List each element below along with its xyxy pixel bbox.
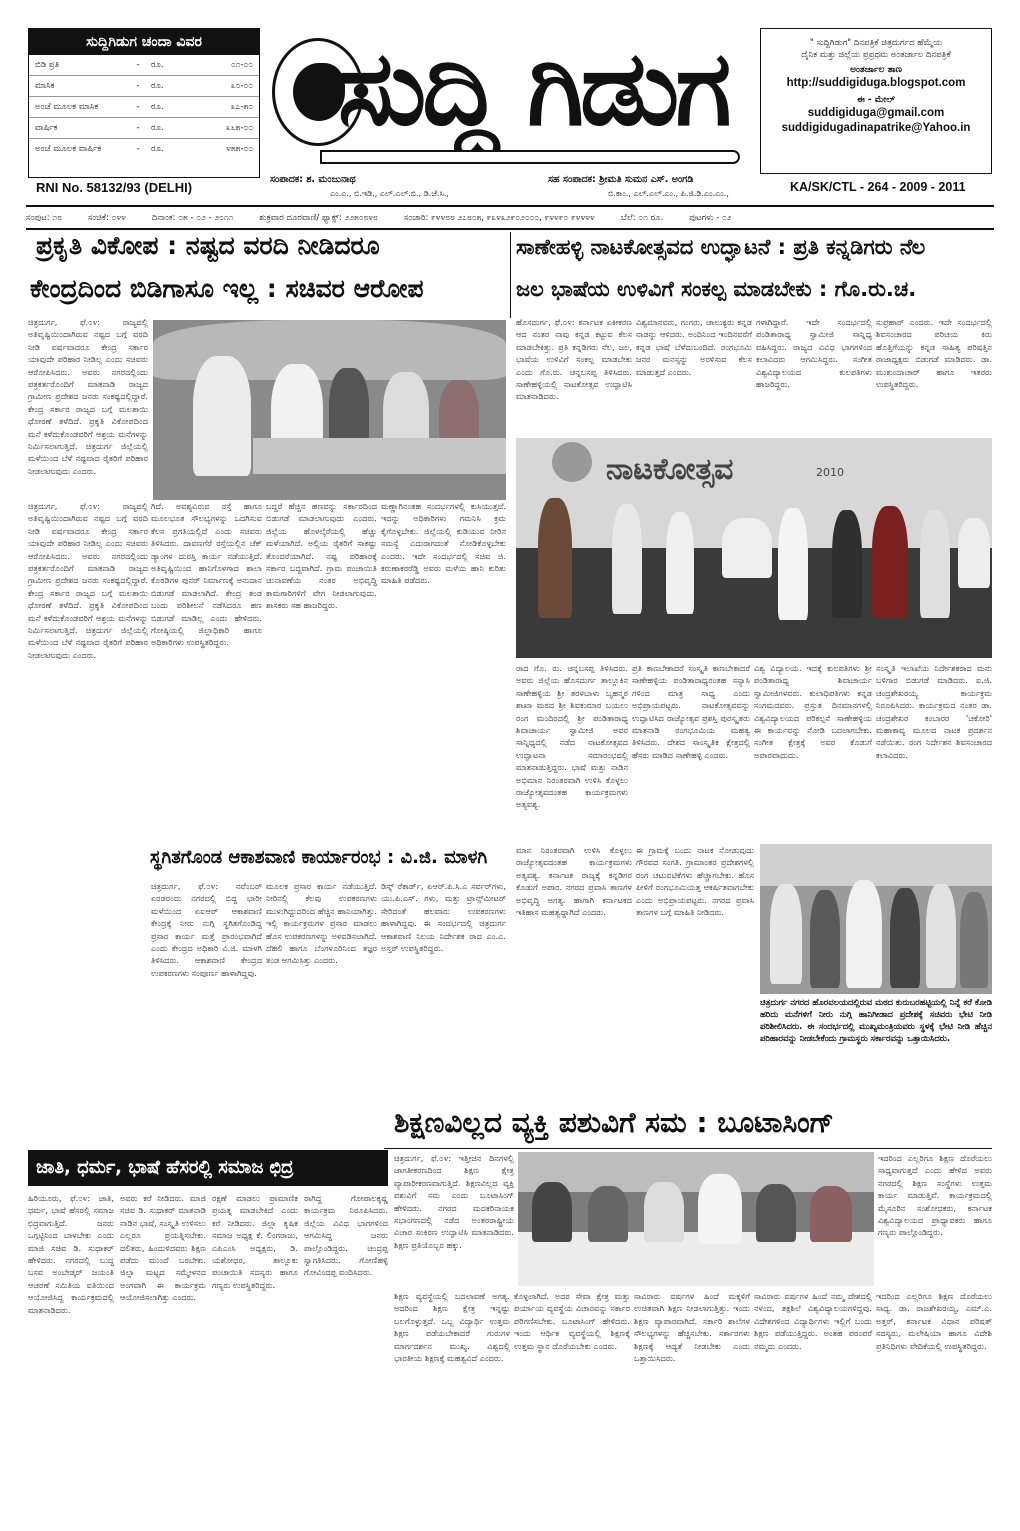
- divider: [26, 228, 994, 230]
- volume: ಸಂಪುಟ: ೧೮: [26, 213, 62, 223]
- article-1-column-3: ಬದ್ದರೆ ಹೆಚ್ಚಿನ ಹಣವನ್ನು ಸರ್ಕಾರದಿಂದ ಬಿಡುಗಡೆ ಮಾಡಲಾಗುವುದು ಎಂದರು. ಜಿಲ್ಲೆಯ ಹೊಳಲ್ಕೆರೆಯಲ್ಲಿ ಹೆಚ್ಚು ಮಳೆಯಾಗಿದೆ. ಅಲ್ಲಿಯ ರೈತರಿಗೆ ಸಾಕಷ್ಟು ತೊಂದರೆಯಾಗಿದೆ. ನಷ್ಟ ಪರಿಹಾರಕ್ಕೆ ಸರ್ಕಾರ ಬದ್ಧವಾಗಿದೆ. ಗ್ರಾಮ ಪಂಚಾಯಿತಿ ಚುನಾವಣೆಯ ನಂತರ ಅಭಿವೃದ್ಧಿ ಕಾಮಗಾರಿಗಳಿಗೆ ವೇಗ ನೀಡಲಾಗುವುದು. ಶಾಸಕರು ಸಹ ಹಾಜರಿದ್ದರು.: [266, 501, 377, 611]
- subscription-row: ಮಾಸಿಕ - ರೂ. ೩೦-೦೦: [29, 76, 259, 97]
- subscription-box: [28, 28, 260, 178]
- article-3-column-4: ಮಾನ ನಿರಂತರವಾಗಿ ಉಳಿಸಿ ಕೊಳ್ಳಲು ರಾಜ್ಯೋತ್ಸವದಂತಹ ಕಾರ್ಯಕ್ರಮಗಳು ಅತ್ಯವಶ್ಯ. ಕರ್ನಾಟಕ ರಾಜ್ಯಕ್ಕೆ ಕನ್ನಡಿಗರ ಕೊಡುಗೆ ಅಪಾರ. ನಗರದ ಪ್ರವಾಸಿ ತಾಣಗಳ ಅಭಿವೃದ್ಧಿ ಅಗತ್ಯ. ಹಾಗಾಗಿ ಕರ್ನಾಟಕದ ಇತಿಹಾಸ ಮಹತ್ವದ್ದಾಗಿದೆ ಎಂದರು.: [516, 845, 632, 918]
- article-4-column-3: ಸಾವಿರಾರು ವರ್ಷಗಳ ಹಿಂದೆ ನಮ್ಮ ದೇಶದಲ್ಲಿ ನಳಂದ, ತಕ್ಷಶಿಲೆ ವಿಶ್ವವಿದ್ಯಾಲಯಗಳಿದ್ದವು. ವಿದೇಶಗಳಿಂದ ವಿದ್ಯಾರ್ಥಿಗಳು ಇಲ್ಲಿಗೆ ಬಂದು ಶಿಕ್ಷಣ ಪಡೆಯುತ್ತಿದ್ದರು. ಅಂತಹ ಪರಂಪರೆ ನಮ್ಮದು ಎಂದರು.: [754, 1291, 872, 1351]
- article-5-column-1: ಹಿರಿಯೂರು, ಫೆ.೦೪: ಜಾತಿ, ಧರ್ಮ, ಭಾಷೆ ಹೆಸರಲ್ಲಿ ಸಮಾಜ ಛಿದ್ರವಾಗುತ್ತಿದೆ. ಜನರು ಒಗ್ಗಟ್ಟಿನಿಂದ ಬಾಳಬೇಕು ಎಂದು ಮಾಜಿ ಸಚಿವ ಡಿ. ಸುಧಾಕರ್ ಹೇಳಿದರು. ನಗರದಲ್ಲಿ ಬುದ್ಧ ಬಸವ ಅಂಬೇಡ್ಕರ್ ಜಯಂತಿ ಆಚರಣೆ ಸಮಿತಿಯ ವತಿಯಿಂದ ಆಯೋಜಿಸಿದ್ದ ಕಾರ್ಯಕ್ರಮದಲ್ಲಿ ಮಾತನಾಡಿದರು.: [28, 1193, 114, 1315]
- coeditor-name: ಸಹ ಸಂಪಾದಕ: ಶ್ರೀಮತಿ ಸುಮನ ಎಸ್. ಅಂಗಡಿ: [548, 174, 694, 185]
- article-5-column-3: ರಕ್ಷಣೆ ಮಾಡಲು ಪ್ರಾಮಾಣಿಕ ಪ್ರಯತ್ನ ಮಾಡಬೇಕಿದೆ ಎಂದು ಕರೆ ನೀಡಿದರು. ಜಿಲ್ಲಾ ಕೃಷಿಕ ಸಮಾಜ ಅಧ್ಯಕ್ಷ ಕೆ. ಲಿಂಗರಾಜು, ಎಪಿಎಂಸಿ ಅಧ್ಯಕ್ಷರು, ಡಿ. ಯಶೋಧರ, ತಾಲ್ಲೂಕು ಪಂಚಾಯಿತಿ ಸದಸ್ಯರು ಹಾಗೂ ಗಣ್ಯರು ಉಪಸ್ಥಿತರಿದ್ದರು.: [212, 1193, 298, 1290]
- mobile: ಸಂಚಾರಿ: ೯೪೪೮೮ ೨೭೮೦೫, ೯೩೪೩೨೯೦೨೦೦೦, ೯೪೪೯೦ ೯೪೪೪೪: [403, 213, 595, 223]
- article-4-lower-column-1: ಶಿಕ್ಷಣ ವ್ಯವಸ್ಥೆಯಲ್ಲಿ ಬದಲಾವಣೆ ಅಗತ್ಯ. ಅದರಿಂದ ಶಿಕ್ಷಣ ಕ್ಷೇತ್ರ ಇನ್ನಷ್ಟು ಬಲಗೊಳ್ಳುತ್ತದೆ. ಒಬ್ಬ ವಿದ್ಯಾರ್ಥಿ ಉತ್ತಮ ಶಿಕ್ಷಣ ಪಡೆಯಬೇಕಾದರೆ ಗುರುಗಳ ಮಾರ್ಗದರ್ಶನ ಮುಖ್ಯ. ವಿಶ್ವದಲ್ಲಿ ಭಾರತೀಯ ಶಿಕ್ಷಣಕ್ಕೆ ಮಹತ್ವವಿದೆ ಎಂದರು.: [394, 1291, 510, 1364]
- photo-press-meet: [153, 320, 506, 500]
- photo-banner-text: ನಾಟಕೋತ್ಸವ: [606, 452, 734, 487]
- headline-3: ಸ್ಥಗಿತಗೊಂಡ ಆಕಾಶವಾಣಿ ಕಾರ್ಯಾರಂಭ : ವಿ.ಜಿ. ಮಾಳಗಿ: [150, 847, 488, 868]
- article-5-column-2: ಅವರು ಕರೆ ನೀಡಿದರು. ಮಾಜಿ ಸಚಿವ ಡಿ. ಸುಧಾಕರ್ ಮಾತನಾಡಿ ನಾಡಿನ ಭಾಷೆ, ಸಂಸ್ಕೃತಿ ಉಳಿಸಲು ಎಲ್ಲರೂ ಪ್ರಯತ್ನಿಸಬೇಕು. ದಲಿತರು, ಹಿಂದುಳಿದವರು ಶಿಕ್ಷಣ ಪಡೆದು ಮುಂದೆ ಬರಬೇಕು. ಜಿಲ್ಲಾ ಮಟ್ಟದ ಸಮ್ಮೇಳನದ ಅಂಗವಾಗಿ ಈ ಕಾರ್ಯಕ್ರಮ ಆಯೋಜಿಸಲಾಗಿತ್ತು ಎಂದರು.: [120, 1193, 206, 1303]
- article-2-column-1: ಹೊಸದುರ್ಗ, ಫೆ.೦೪: ಕರ್ನಾಟಕ ಏಕೀಕರಣ ಆದ ನಂತರ ನಾವು ಕನ್ನಡ ಕಟ್ಟುವ ಕೆಲಸ ಮಾಡಬೇಕಿತ್ತು. ಪ್ರತಿ ಕನ್ನಡಿಗರು ನೆಲ, ಜಲ, ಭಾಷೆಯ ಉಳಿವಿಗೆ ಸಂಕಲ್ಪ ಮಾಡಬೇಕು ಎಂದು ಗೊ.ರು. ಚನ್ನಬಸಪ್ಪ ತಿಳಿಸಿದರು. ಸಾಣೇಹಳ್ಳಿಯಲ್ಲಿ ನಾಟಕೋತ್ಸವ ಉದ್ಘಾಟಿಸಿ ಮಾತನಾಡಿದರು.: [516, 317, 632, 402]
- article-3-column-2: ಮೂಲಕ ಪ್ರಸಾರ ಕಾರ್ಯ ನಡೆಯುತ್ತಿದೆ. ನೀರಿನಲ್ಲಿ ಕೆಲವು ಉಪಕರಣಗಳು ಮುಳುಗಿದ್ದುದರಿಂದ ಹೆಚ್ಚಿನ ಹಾನಿಯಾಗಿತ್ತು. ಇಲ್ಲಿ ಕಾರ್ಯಕ್ರಮಗಳ ಪ್ರಸಾರ ಮಾಡಲು ಹೊಸ ಉಪಕರಣಗಳನ್ನು ಅಳವಡಿಸಲಾಗಿದೆ. ದೆಹಲಿ ಹಾಗೂ ಬೆಂಗಳೂರಿನಿಂದ ತಜ್ಞರ ತಂಡ ಆಗಮಿಸಿತ್ತು ಎಂದರು.: [266, 881, 377, 966]
- tagline-line-1: " ಸುದ್ದಿಗಿಡುಗ" ದಿನಪತ್ರಿಕೆ ಚಿತ್ರದುರ್ಗದ ಹೆಮ್ಮೆಯ: [809, 38, 943, 48]
- article-4-lower-column-4: ಇದರಿಂದ ಎಲ್ಲರಿಗೂ ಶಿಕ್ಷಣ ದೊರೆಯಲು ಸಾಧ್ಯ. ಡಾ. ರಾಜಶೇಖರಯ್ಯ, ಎಮ್.ಎ. ಅತ್ತರ್, ಕರ್ನಾಟಕ ವಿಧಾನ ಪರಿಷತ್ ಸದಸ್ಯರು, ಮಲೇಷಿಯಾ ಹಾಗೂ ವಿದೇಶಿ ಪ್ರತಿನಿಧಿಗಳು ವೇದಿಕೆಯಲ್ಲಿ ಉಪಸ್ಥಿತರಿದ್ದರು.: [876, 1291, 992, 1351]
- article-2-column-4: ಸುಪ್ರಹಾರ್ ಎಂದರು. ಇದೇ ಸಂದರ್ಭದಲ್ಲಿ ಶಿವಸಂಚಾರದ ಪರಿಚಯ ಕಿರು ಹೊತ್ತಿಗೆಯನ್ನು ಕನ್ನಡ ಸಾಹಿತ್ಯ ಪರಿಷತ್ತಿನ ರಾಜಾಧ್ಯಕ್ಷರು ಬಿಡುಗಡೆ ಮಾಡಿದರು. ಡಾ. ಮುಕುಂದಾಚಾರ್ ಹಾಗೂ ಇತರರು ಉಪಸ್ಥಿತರಿದ್ದರು.: [876, 317, 992, 390]
- article-2-lower-column-2: ಪ್ರತಿ ಕಾಣಬೇಕಾದರೆ ಸಂಸ್ಕೃತಿ ಕಾಣಬೇಕಾದರೆ ಸಾಣೇಹಳ್ಳಿಯ ಪಂಡಿತಾರಾಧ್ಯರಂತಹ ಸನ್ಯಾಸಿ ಗಳಿಂದ ಮಾತ್ರ ಸಾಧ್ಯ ಎಂದು ಅಭಿಪ್ರಾಯಪಟ್ಟರು. ನಾಟಕೋತ್ಸವವನ್ನು ಉದ್ಘಾಟಿಸಿದ ರಾಜ್ಯೋತ್ಸವ ಪ್ರಶಸ್ತಿ ಪುರಸ್ಕೃತರು ಮಾತನಾಡಿ ರಂಗಭೂಮಿಯ ಮಹತ್ವ ತಿಳಿಸಿದರು. ದೇಶದ ಸಾಂಸ್ಕೃತಿಕ ಕ್ಷೇತ್ರದಲ್ಲಿ ಹೆಸರು ಮಾಡಿದ ಸಾಣೇಹಳ್ಳಿ ಎಂದರು.: [632, 663, 750, 760]
- article-2-lower-column-4: ಸಂಸ್ಕೃತಿ ಇಲಾಖೆಯ ನಿರ್ದೇಶಕರಾದ ಮನು ಬಳಿಗಾರ ಬಿಡುಗಡೆ ಮಾಡಿದರು. ಐ.ಜಿ. ಚಂದ್ರಶೇಖರಯ್ಯ ಕಾರ್ಯಕ್ರಮ ನಿರೂಪಿಸಿದರು. ಕಾರ್ಯಕ್ರಮದ ನಂತರ ಡಾ. ಚಂದ್ರಶೇಖರ ಕಂಬಾರರ 'ಚಕೋರಿ' ಮಹಾಕಾವ್ಯ ಮೂಲದ ನಾಟಕ ಪ್ರದರ್ಶನ ನಡೆಯಿತು. ರಂಗ ನಿರ್ದೇಶನ ಶಿವಸಂಚಾರದ ಕಲಾವಿದರು.: [876, 663, 992, 760]
- divider: [510, 232, 511, 318]
- article-3-column-5: ಈ ಗ್ರಾಮಕ್ಕೆ ಬಂದು ನಾಟಕ ನೋಡುವುದು ಗೌರವದ ಸಂಗತಿ. ಗ್ರಾಮಾಂತರ ಪ್ರದೇಶಗಳಲ್ಲಿ ರಂಗ ಚಟುವಟಿಕೆಗಳು ಹೆಚ್ಚಾಗಬೇಕು. ಹೊಸ ಪೀಳಿಗೆ ರಂಗಭೂಮಿಯತ್ತ ಆಕರ್ಷಿತವಾಗಬೇಕು ಎಂದು ಅಭಿಪ್ರಾಯಪಟ್ಟರು. ನಗರದ ಪ್ರವಾಸಿ ತಾಣಗಳ ಬಗ್ಗೆ ಮಾಹಿತಿ ನೀಡಿದರು.: [636, 845, 754, 918]
- headline-2-line-2: ಜಲ ಭಾಷೆಯ ಉಳಿವಿಗೆ ಸಂಕಲ್ಪ ಮಾಡಬೇಕು : ಗೊ.ರು.ಚ.: [516, 277, 917, 301]
- editor-qualifications: ಎಂ.ಎ., ಬಿ.ಇಡಿ., ಎಲ್.ಎಲ್.ಬಿ., ಡಿ.ಜೆ.ಸಿ.,: [330, 189, 449, 198]
- headline-4: ಶಿಕ್ಷಣವಿಲ್ಲದ ವ್ಯಕ್ತಿ ಪಶುವಿಗೆ ಸಮ : ಬೂಟಾಸಿಂಗ್: [394, 1106, 834, 1139]
- coeditor-qualifications: ಬಿ.ಕಾಂ., ಎಲ್.ಎಲ್.ಎಂ., ಪಿ.ಜಿ.ಡಿ.ಎಂ.ಎಂ.,: [608, 189, 729, 198]
- article-4-column-4: ಇದರಿಂದ ಎಲ್ಲರಿಗೂ ಶಿಕ್ಷಣ ದೊರೆಯಲು ಸಾಧ್ಯವಾಗುತ್ತದೆ ಎಂದು ಹೇಳಿದ ಅವರು ನಗರದಲ್ಲಿ ಶಿಕ್ಷಣ ಸಂಸ್ಥೆಗಳು ಉತ್ತಮ ಕಾರ್ಯ ಮಾಡುತ್ತಿವೆ. ಕಾರ್ಯಕ್ರಮದಲ್ಲಿ ಮೈಸೂರಿನ ಸಂಶೋಧಕರು, ಕರ್ನಾಟಕ ವಿಶ್ವವಿದ್ಯಾಲಯದ ಪ್ರಾಧ್ಯಾಪಕರು ಹಾಗೂ ಗಣ್ಯರು ಪಾಲ್ಗೊಂಡಿದ್ದರು.: [878, 1153, 992, 1238]
- article-4-lower-column-3: ಸಾವಿರಾರು ವರ್ಷಗಳ ಹಿಂದೆ ಮಕ್ಕಳಿಗೆ ಉಚಿತವಾಗಿ ಶಿಕ್ಷಣ ನೀಡಲಾಗುತ್ತಿತ್ತು. ಇಂದು ಶಿಕ್ಷಣ ವ್ಯಾಪಾರವಾಗಿದೆ. ಸರ್ಕಾರಿ ಶಾಲೆಗಳ ಸೌಲಭ್ಯಗಳನ್ನು ಹೆಚ್ಚಿಸಬೇಕು. ಸರ್ಕಾರಗಳು ಶಿಕ್ಷಣಕ್ಕೆ ಆದ್ಯತೆ ನೀಡಬೇಕು ಎಂದು ಒತ್ತಾಯಿಸಿದರು.: [634, 1291, 750, 1364]
- article-4-lower-column-2: ಕೊಳ್ಳಲಾಗಿದೆ. ಅದರ ಸೇವಾ ಕ್ಷೇತ್ರ ಮತ್ತು ಪರ್ಯಾಯ ವ್ಯವಸ್ಥೆಯ ವಿಚಾರವನ್ನು ಸರ್ಕಾರ ಪರಿಗಣಿಸಬೇಕು. ಬೂಟಾಸಿಂಗ್ ಹೇಳಿದರು. ಇಂದು ಆರ್ಥಿಕ ವ್ಯವಸ್ಥೆಯಲ್ಲಿ ಶಿಕ್ಷಣಕ್ಕೆ ಉತ್ತಮ ಸ್ಥಾನ ದೊರೆಯಬೇಕು ಎಂದರು.: [514, 1291, 630, 1351]
- headline-1-line-2: ಕೇಂದ್ರದಿಂದ ಬಿಡಿಗಾಸೂ ಇಲ್ಲ : ಸಚಿವರ ಆರೋಪ: [30, 274, 424, 303]
- article-3-column-3: ಡಿಸ್ಕ್ ರೆಕಾರ್ಡ್, ಏಆರ್.ಪಿ.ಸಿ.ಎ ಸರ್ವರ್‌ಗಳು, ಯು.ಪಿ.ಎಸ್. ಗಳು, ಮತ್ತು ಟ್ರಾನ್ಸ್‌ಮೀಟರ್ ಸೇರಿದಂತೆ ಹಲವಾರು ಉಪಕರಣಗಳು ಹಾಳಾಗಿದ್ದವು. ಈ ಸಂದರ್ಭದಲ್ಲಿ ಚಿತ್ರದುರ್ಗ ಆಕಾಶವಾಣಿ ನಿಲಯ ನಿರ್ದೇಶಕ ರಾದ ಎಂ.ಎ. ಅಸ್ತರ್ ಉಪಸ್ಥಿತರಿದ್ದರು.: [381, 881, 506, 954]
- subscription-title: ಸುದ್ದಿಗಿಡುಗ ಚಂದಾ ವಿವರ: [29, 29, 259, 55]
- page-count: ಪುಟಗಳು - ೦೨: [689, 213, 732, 223]
- photo-flood-inspection: [760, 844, 992, 994]
- issue-date: ದಿನಾಂಕ: ೦೫ - ೦೨ - ೨೦೧೧: [151, 213, 234, 223]
- article-1-column-1: ಚಿತ್ರದುರ್ಗ, ಫೆ.೦೪: ರಾಜ್ಯದಲ್ಲಿ ಅತಿವೃಷ್ಟಿಯಿಂದಾಗಿರುವ ನಷ್ಟದ ಬಗ್ಗೆ ವರದಿ ನೀಡಿ ವರ್ಷವಾದರೂ ಕೇಂದ್ರ ಸರ್ಕಾರ ಯಾವುದೇ ಪರಿಹಾರ ನೀಡಿಲ್ಲ ಎಂದು ಸಚಿವರು ಆರೋಪಿಸಿದರು. ಅವರು ನಗರದಲ್ಲಿಂದು ಪತ್ರಕರ್ತರೊಂದಿಗೆ ಮಾತನಾಡಿ ರಾಜ್ಯದ ಗ್ರಾಮೀಣ ಪ್ರದೇಶದ ಜನರು ಸಂಕಷ್ಟದಲ್ಲಿದ್ದಾರೆ. ಕೇಂದ್ರ ಸರ್ಕಾರ ರಾಜ್ಯದ ಬಗ್ಗೆ ಮಲತಾಯಿ ಧೋರಣೆ ತಳೆದಿದೆ. ಪ್ರಕೃತಿ ವಿಕೋಪದಿಂದ ಮನೆ ಕಳೆದುಕೊಂಡವರಿಗೆ ಆಶ್ರಯ ಮನೆಗಳನ್ನು ನಿರ್ಮಿಸಲಾಗುತ್ತಿದೆ. ಚಿತ್ರದುರ್ಗ ಜಿಲ್ಲೆಯಲ್ಲಿ ಮಳೆಯಿಂದ ಬೆಳೆ ನಷ್ಟವಾದ ರೈತರಿಗೆ ಪರಿಹಾರ ನೀಡಲಾಗುವುದು ಎಂದರು.: [28, 317, 148, 476]
- email-address-2[interactable]: suddigidugadinapatrike@Yahoo.in: [781, 122, 971, 134]
- subscription-row: ವಾರ್ಷಿಕ - ರೂ. ೩೬೫-೦೦: [29, 118, 259, 139]
- article-3-column-1: ಚಿತ್ರದುರ್ಗ, ಫೆ.೦೪: ನವೆಂಬರ್ ಏರಡರಂದು ನಗರದಲ್ಲಿ ಬಿದ್ದ ಭಾರೀ ಮಳೆಯಿಂದ ಏಐಆರ್ ಆಕಾಶವಾಣಿ ಕೇಂದ್ರಕ್ಕೆ ನೀರು ನುಗ್ಗಿ ಸ್ಥಗಿತಗೊಂಡಿದ್ದ ಪ್ರಸಾರ ಕಾರ್ಯ ಮತ್ತೆ ಪ್ರಾರಂಭವಾಗಿದೆ ಎಂದು ಕೇಂದ್ರದ ಅಧಿಕಾರಿ ವಿ.ಜಿ. ಮಾಳಗಿ ತಿಳಿಸಿದರು. ಆಕಾಶವಾಣಿ ಕೇಂದ್ರದ ಉಪಕರಣಗಳು ಸಂಪೂರ್ಣ ಹಾಳಾಗಿದ್ದವು.: [151, 881, 262, 978]
- website-url[interactable]: http://suddigiduga.blogspot.com: [786, 77, 966, 89]
- photo-natakotsava-stage: [516, 438, 992, 658]
- article-2-lower-column-3: ವಿಶ್ವ ವಿದ್ಯಾಲಯ. ಇದಕ್ಕೆ ಕುಲಪತಿಗಳು ಶ್ರೀ ಪಂಡಿತಾರಾಧ್ಯ ಶಿವಾಚಾರ್ಯ ಸ್ವಾಮೀಜಿಗಳವರು. ಕುಲಾಧಿಪತಿಗಳು ಕನ್ನಡ ಸಂಗಮದವರು. ಪ್ರಸ್ತುತ ದಿನಮಾನಗಳಲ್ಲಿ ವಿಶ್ವವಿದ್ಯಾಲಯದ ಪರಿಕಲ್ಪನೆ ಸಾಣೇಹಳ್ಳಿಯ ಈ ಕಾರ್ಯವನ್ನು ನೋಡಿ ಬದಲಾಗಬೇಕು. ಸಂಗೀತ ಕ್ಷೇತ್ರಕ್ಕೆ ಅವರ ಕೊಡುಗೆ ಅಪಾರವಾದುದು.: [754, 663, 872, 760]
- divider: [26, 205, 994, 207]
- headline-5: ಜಾತಿ, ಧರ್ಮ, ಭಾಷೆ ಹೆಸರಲ್ಲಿ ಸಮಾಜ ಛಿದ್ರ: [28, 1150, 388, 1186]
- pen-nib-icon: [320, 150, 740, 164]
- article-1-column-1b: ಚಿತ್ರದುರ್ಗ, ಫೆ.೦೪: ರಾಜ್ಯದಲ್ಲಿ ಅತಿವೃಷ್ಟಿಯಿಂದಾಗಿರುವ ನಷ್ಟದ ಬಗ್ಗೆ ವರದಿ ನೀಡಿ ವರ್ಷವಾದರೂ ಕೇಂದ್ರ ಸರ್ಕಾರ ಯಾವುದೇ ಪರಿಹಾರ ನೀಡಿಲ್ಲ ಎಂದು ಸಚಿವರು ಆರೋಪಿಸಿದರು. ಅವರು ನಗರದಲ್ಲಿಂದು ಪತ್ರಕರ್ತರೊಂದಿಗೆ ಮಾತನಾಡಿ ರಾಜ್ಯದ ಗ್ರಾಮೀಣ ಪ್ರದೇಶದ ಜನರು ಸಂಕಷ್ಟದಲ್ಲಿದ್ದಾರೆ. ಕೇಂದ್ರ ಸರ್ಕಾರ ರಾಜ್ಯದ ಬಗ್ಗೆ ಮಲತಾಯಿ ಧೋರಣೆ ತಳೆದಿದೆ. ಪ್ರಕೃತಿ ವಿಕೋಪದಿಂದ ಮನೆ ಕಳೆದುಕೊಂಡವರಿಗೆ ಆಶ್ರಯ ಮನೆಗಳನ್ನು ನಿರ್ಮಿಸಲಾಗುತ್ತಿದೆ. ಚಿತ್ರದುರ್ಗ ಜಿಲ್ಲೆಯಲ್ಲಿ ಮಳೆಯಿಂದ ಬೆಳೆ ನಷ್ಟವಾದ ರೈತರಿಗೆ ಪರಿಹಾರ ನೀಡಲಾಗುವುದು ಎಂದರು.: [28, 501, 148, 660]
- website-heading: ಅಂತರ್ಜಾಲ ತಾಣ: [850, 65, 902, 75]
- subscription-row: ಬಿಡಿ ಪ್ರತಿ - ರೂ. ೦೧-೦೦: [29, 55, 259, 76]
- email-address-1[interactable]: suddigiduga@gmail.com: [807, 107, 945, 119]
- phone: ಶುಕ್ರವಾರ ದೂರವಾಣಿ/ ಫ್ಯಾಕ್ಸ್: ೨೨೫೦೮೪೮: [259, 213, 378, 223]
- article-4-column-1: ಚಿತ್ರದುರ್ಗ, ಫೆ.೦೪: ಇತ್ತೀಚಿನ ದಿನಗಳಲ್ಲಿ ಜಾಗತೀಕರಣದಿಂದ ಶಿಕ್ಷಣ ಕ್ಷೇತ್ರ ವ್ಯಾಪಾರೀಕರಣವಾಗುತ್ತಿದೆ. ಶಿಕ್ಷಣವಿಲ್ಲದ ವ್ಯಕ್ತಿ ಪಶುವಿಗೆ ಸಮ ಎಂದು ಬೂಟಾಸಿಂಗ್ ಹೇಳಿದರು. ನಗರದ ಮದಕರಿನಾಯಕ ಸಭಾಂಗಣದಲ್ಲಿ ನಡೆದ ಅಂತರರಾಷ್ಟ್ರೀಯ ವಿಚಾರ ಸಂಕಿರಣ ಉದ್ಘಾಟಿಸಿ ಮಾತನಾಡಿದರು. ಶಿಕ್ಷಣ ಪ್ರತಿಯೊಬ್ಬರ ಹಕ್ಕು.: [394, 1153, 514, 1250]
- price: ಬೆಲೆ: ೦೧ ರೂ.: [620, 213, 664, 223]
- masthead-logo: [268, 22, 752, 172]
- article-5-column-4: ರಾಗಿದ್ದ ಗೋಪಾಲಕೃಷ್ಣ ಕಾರ್ಯಕ್ರಮ ನಿರೂಪಿಸಿದರು. ಜಿಲ್ಲೆಯ ವಿವಿಧ ಭಾಗಗಳಿಂದ ಆಗಮಿಸಿದ್ದ ಜನರು ಪಾಲ್ಗೊಂಡಿದ್ದರು. ಚಂದ್ರಪ್ಪ ಸ್ವಾಗತಿಸಿದರು. ಗೋಣಿಹಳ್ಳಿ ಗೋವಿಂದಪ್ಪ ವಂದಿಸಿದರು.: [304, 1193, 388, 1278]
- editor-name: ಸಂಪಾದಕ: ಶ. ಮಂಜುನಾಥ: [270, 174, 356, 185]
- rni-number: RNI No. 58132/93 (DELHI): [36, 180, 193, 195]
- email-heading: ಈ - ಮೇಲ್: [856, 95, 896, 105]
- article-1-column-4: ಮಣ್ಣಾಗಿನಂತಹ ಸಂದರ್ಭಗಳಲ್ಲಿ ಕುಸಿಯುತ್ತದೆ. ಇದನ್ನು ಅಧಿಕಾರಿಗಳು ಗಮನಿಸಿ ಕ್ರಮ ಕೈಗೊಳ್ಳಬೇಕು. ಜಿಲ್ಲೆಯಲ್ಲಿ ಕುಡಿಯುವ ನೀರಿನ ಸಮಸ್ಯೆ ಎದುರಾಗದಂತೆ ನೋಡಿಕೊಳ್ಳಬೇಕು ಎಂದರು. ಇದೇ ಸಂದರ್ಭದಲ್ಲಿ ಸಚಿವ ಜಿ. ಕರುಣಾಕರರೆಡ್ಡಿ ಅವರು ಮಳೆಯ ಹಾನಿ ಕುರಿತು ಮಾಹಿತಿ ಪಡೆದರು.: [381, 501, 506, 586]
- subscription-row: ಅಂಚೆ ಮೂಲಕ ಮಾಸಿಕ - ರೂ. ೩೭-೫೦: [29, 97, 259, 118]
- article-2-lower-column-1: ರಾದ ಗೊ. ರು. ಚನ್ನಬಸಪ್ಪ ತಿಳಿಸಿದರು. ಅವರು ಜಿಲ್ಲೆಯ ಹೊಸದುರ್ಗ ತಾಲ್ಲೂಕಿನ ಸಾಣೇಹಳ್ಳಿಯ ಶ್ರೀ ತರಳಬಾಳು ಬೃಹನ್ಮಠ ಶಾಖಾ ಮಠದ ಶ್ರೀ ಶಿವಕುಮಾರ ಬಯಲು ರಂಗ ಮಂದಿರದಲ್ಲಿ ಶ್ರೀ ಪಂಡಿತಾರಾಧ್ಯ ಶಿವಾಚಾರ್ಯ ಸ್ವಾಮೀಜಿ ಅವರ ಸಾನ್ನಿಧ್ಯದಲ್ಲಿ ನಡೆದ ನಾಟಕೋತ್ಸವದ ಉದ್ಘಾಟನಾ ಸಮಾರಂಭದಲ್ಲಿ ಮಾತನಾಡುತ್ತಿದ್ದರು. ಭಾಷೆ ಮತ್ತು ನಾಡಿನ ಅಭಿಮಾನ ನಿರಂತರವಾಗಿ ಉಳಿಸಿ ಕೊಳ್ಳಲು ರಾಜ್ಯೋತ್ಸವದಂತಹ ಕಾರ್ಯಕ್ರಮಗಳು ಅತ್ಯವಶ್ಯ.: [516, 663, 628, 810]
- article-1-column-2: ಗಿದೆ. ಅವಶ್ಯವಿರುವ ರಸ್ತೆ ಹಾಗೂ ಮೂಲಭೂತ ಸೌಲಭ್ಯಗಳನ್ನು ಒದಗಿಸುವ ಕೆಲಸ ಪ್ರಗತಿಯಲ್ಲಿದೆ ಎಂದು ಸಚಿವರು ತಿಳಿಸಿದರು. ದಾವಣಗೆರೆ ರಸ್ತೆಯಲ್ಲಿನ ಚೆಕ್ ಡ್ಯಾಂಗಳ ದುರಸ್ತಿ ಕಾರ್ಯ ನಡೆಯುತ್ತಿದೆ. ಅತಿವೃಷ್ಟಿಯಿಂದ ಹಾನಿಗೊಳಗಾದ ಶಾಲಾ ಕೊಠಡಿಗಳ ಪುನರ್ ನಿರ್ಮಾಣಕ್ಕೆ ಅನುದಾನ ಬಿಡುಗಡೆ ಮಾಡಲಾಗಿದೆ. ಕೇಂದ್ರ ತಂಡ ಬಂದು ಪರಿಶೀಲನೆ ನಡೆಸಿದರೂ ಹಣ ಬಿಡುಗಡೆ ಮಾಡಿಲ್ಲ ಎಂದು ಹೇಳಿದರು. ಗೋಷ್ಠಿಯಲ್ಲಿ ಜಿಲ್ಲಾಧಿಕಾರಿ ಹಾಗೂ ಅಧಿಕಾರಿಗಳು ಉಪಸ್ಥಿತರಿದ್ದರು.: [151, 501, 262, 648]
- issue-number: ಸಂಚಿಕೆ: ೦೪೪: [87, 213, 126, 223]
- article-2-column-3: ಗಳಾಗಿದ್ದಾರೆ. ಇದೇ ಸಂದರ್ಭದಲ್ಲಿ ಪಂಡಿತಾರಾಧ್ಯ ಸ್ವಾಮೀಜಿ ಸಾನ್ನಿಧ್ಯ ವಹಿಸಿದ್ದರು. ರಾಜ್ಯದ ವಿವಿಧ ಭಾಗಗಳಿಂದ ಕಲಾವಿದರು ಆಗಮಿಸಿದ್ದರು. ಸಂಗೀತ ವಿಶ್ವವಿದ್ಯಾಲಯದ ಕುಲಪತಿಗಳು ಹಾಜರಿದ್ದರು.: [756, 317, 872, 390]
- tagline-line-2: ದೈನಿಕ ಮತ್ತು ಜಿಲ್ಲೆಯ ಪ್ರಪ್ರಥಮ ಅಂತರ್ಜಾಲ ದಿನಪತ್ರಿಕೆ: [801, 50, 951, 60]
- headline-1-line-1: ಪ್ರಕೃತಿ ವಿಕೋಪ : ನಷ್ಟದ ವರದಿ ನೀಡಿದರೂ: [36, 231, 380, 260]
- photo-education-seminar: [518, 1152, 874, 1286]
- photo-caption-flood: ಚಿತ್ರದುರ್ಗ ನಗರದ ಹೊರವಲಯದಲ್ಲಿರುವ ಮಠದ ಕುರುಬರಹಟ್ಟಿಯಲ್ಲಿ ನಿನ್ನೆ ಕರೆ ಕೋಡಿ ಹರಿದು ಮನೆಗಳಿಗೆ ನೀರು ನುಗ್ಗಿ ಹಾನಿಗೀಡಾದ ಪ್ರದೇಶಕ್ಕೆ ಸಚಿವರು ಭೇಟಿ ನೀಡಿ ಪರಿಶೀಲಿಸಿದರು. ಈ ಸಂದರ್ಭದಲ್ಲಿ ಮುಖ್ಯಮಂತ್ರಿಯವರು ಸ್ಥಳಕ್ಕೆ ಭೇಟಿ ನೀಡಿ ಹೆಚ್ಚಿನ ಪರಿಹಾರವನ್ನು ನೀಡಬೇಕೆಂದು ಗ್ರಾಮಸ್ಥರು ಸರ್ಕಾರವನ್ನು ಒತ್ತಾಯಿಸಿದರು.: [760, 997, 992, 1043]
- photo-banner-year: 2010: [816, 466, 844, 479]
- divider: [384, 1148, 992, 1149]
- contact-info-box: [760, 28, 992, 174]
- newspaper-name: ಸುದ್ದಿ ಗಿಡುಗ: [338, 26, 728, 149]
- article-2-column-2: ವಿಶ್ವಮಾನವರು, ಗಂಗರು, ಚಾಲುಕ್ಯರು ಕನ್ನಡ ನಾಡನ್ನು ಆಳಿದರು. ಅಂದಿನಿಂದ ಇಂದಿನವರೆಗೆ ಕನ್ನಡ ಭಾಷೆ ಬೆಳೆದುಬಂದಿದೆ. ರಂಗಭೂಮಿ ಜನರ ಮನಸ್ಸನ್ನು ಅರಳಿಸುವ ಕೆಲಸ ಮಾಡುತ್ತದೆ ಎಂದರು.: [636, 317, 752, 377]
- subscription-row: ಅಂಚೆ ಮೂಲಕ ವಾರ್ಷಿಕ - ರೂ. ೪೫೫-೦೦: [35, 144, 253, 154]
- registration-number: KA/SK/CTL - 264 - 2009 - 2011: [790, 180, 966, 194]
- issue-info-line: [26, 210, 994, 226]
- headline-2-line-1: ಸಾಣೇಹಳ್ಳಿ ನಾಟಕೋತ್ಸವದ ಉದ್ಘಾಟನೆ : ಪ್ರತಿ ಕನ್ನಡಿಗರು ನೆಲ: [516, 235, 926, 259]
